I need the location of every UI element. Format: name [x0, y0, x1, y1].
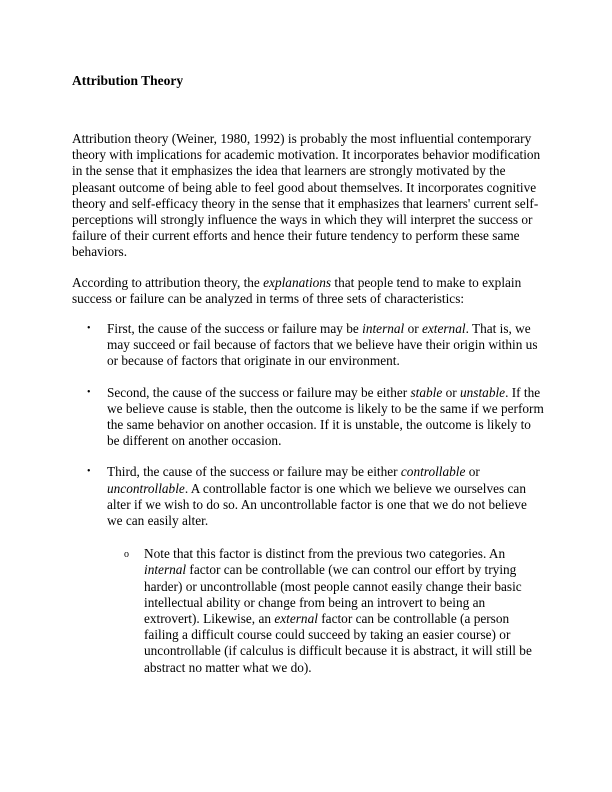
- lead-text-b: that people tend to make to explain success or failure can be analyzed in terms of three sets of characteristics:: [72, 274, 522, 306]
- page-title: Attribution Theory: [72, 73, 184, 88]
- item-text: . A controllable factor is one which we believe we ourselves can alter if we wish to do so. An uncontrollable factor is one that we do not believe we can easily alter.: [107, 480, 527, 529]
- item-text: . That is, we may succeed or fail because of factors that we believe have their origin within us or because of factors that originate in our environment.: [107, 321, 538, 369]
- item-emphasis: internal: [362, 321, 405, 337]
- lead-emphasis: explanations: [263, 274, 332, 290]
- item-text: or: [404, 321, 422, 337]
- item-emphasis: controllable: [400, 464, 466, 480]
- item-text: or: [465, 464, 480, 480]
- item-text: or: [442, 384, 460, 400]
- note-emphasis: external: [274, 611, 318, 627]
- item-emphasis: external: [421, 321, 466, 337]
- lead-text-a: According to attribution theory, the: [72, 274, 264, 290]
- item-emphasis: stable: [410, 384, 443, 400]
- note-text: factor can be controllable (we can control our effort by trying harder) or uncontrollable (most people cannot easily change their basic intellectual ability or change from being an introvert to being an extrovert). Likewise, an: [144, 562, 522, 627]
- item-text: Second, the cause of the success or failure may be either: [107, 384, 411, 400]
- bullet-icon: •: [87, 466, 91, 478]
- intro-paragraph: Attribution theory (Weiner, 1980, 1992) is probably the most influential contemporary theory with implications for academic motivation. It incorporates behavior modification in the sense that it emphasizes the idea that learners are strongly motivated by the pleasant outcome of being able to feel good about themselves. It incorporates cognitive theory and self-efficacy theory in the sense that it emphasizes that learners' current self-perceptions will strongly influence the ways in which they will interpret the success or failure of their current efforts and hence their future tendency to perform these same behaviors.: [72, 131, 541, 260]
- list-item: [72, 464, 544, 675]
- item-text: Third, the cause of the success or failure may be either: [107, 464, 401, 480]
- bullet-icon: •: [87, 386, 91, 398]
- note-emphasis: internal: [144, 562, 187, 578]
- item-text: First, the cause of the success or failure may be: [107, 321, 363, 337]
- sub-list: [107, 546, 544, 676]
- document-body: [72, 131, 544, 691]
- characteristics-list: [72, 321, 544, 676]
- note-text: Note that this factor is distinct from the previous two categories. An: [144, 546, 506, 562]
- note-text: factor can be controllable (a person failing a difficult course could succeed by taking an easier course) or uncontrollable (if calculus is difficult because it is abstract, it will still be abstract no matter what we do).: [144, 611, 532, 675]
- item-text: . If the we believe cause is stable, then the outcome is likely to be the same if we perform the same behavior on another occasion. If it is unstable, the outcome is likely to be different on another occasion.: [107, 384, 544, 449]
- bullet-icon: •: [87, 323, 91, 335]
- list-item: [72, 385, 544, 450]
- circle-bullet-icon: o: [124, 549, 129, 561]
- item-emphasis: uncontrollable: [107, 480, 185, 496]
- list-item: [72, 321, 544, 370]
- lead-paragraph: [72, 275, 544, 307]
- item-emphasis: unstable: [460, 384, 506, 400]
- sub-list-item: [107, 546, 544, 676]
